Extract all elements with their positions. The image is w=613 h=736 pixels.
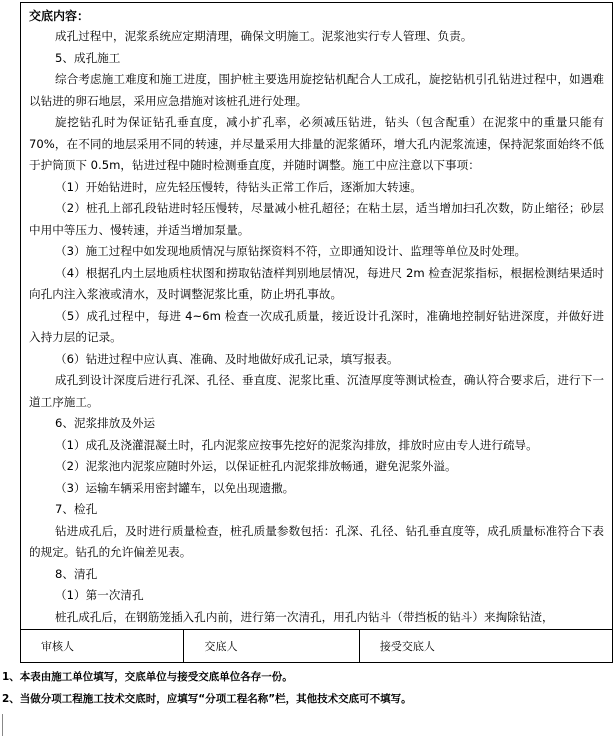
section-title: 7、检孔 <box>55 502 98 516</box>
list-item: （2）桩孔上部孔段钻进时轻压慢转，尽量减小桩孔超径；在粘土层，适当增加扫孔次数，防止缩径；砂层中用中等压力、慢转速，并适当增加泵量。 <box>29 201 604 237</box>
content-heading: 交底内容： <box>29 9 90 23</box>
section-title: 5、成孔施工 <box>55 50 121 65</box>
section-title: 6、泥浆排放及外运 <box>55 416 156 430</box>
footnotes <box>2 666 613 710</box>
paragraph: 钻进成孔后，及时进行质量检查，桩孔质量参数包括：孔深、孔径、钻孔垂直度等，成孔质量标准符合下表的规定。钻孔的允许偏差见表。 <box>29 523 604 559</box>
paragraph: 成孔过程中，泥浆系统应定期清理，确保文明施工。泥浆池实行专人管理、负责。 <box>55 29 473 43</box>
reviewer-cell <box>21 629 184 662</box>
page-edge-mark <box>2 714 11 736</box>
list-item: （2）泥浆池内泥浆应随时外运，以保证桩孔内泥浆排放畅通，避免泥浆外溢。 <box>55 459 457 473</box>
paragraph: 综合考虑施工难度和施工进度，围护桩主要选用旋挖钻机配合人工成孔，旋挖钻机引孔钻进过程中，如遇难以钻进的卵石地层，采用应急措施对该桩孔进行处理。 <box>29 72 604 108</box>
receiver-cell <box>360 629 612 662</box>
section-title: 8、清孔 <box>55 566 98 581</box>
footnote: 1、本表由施工单位填写，交底单位与接受交底单位各存一份。 <box>2 671 293 683</box>
receiver-label: 接受交底人 <box>379 639 435 653</box>
paragraph: 旋挖钻孔时为保证钻孔垂直度，减小扩孔率，必须减压钻进，钻头（包含配重）在泥浆中的重量只能有 70%，在不同的地层采用不同的转速，并尽量采用大排量的泥浆循环，增大孔内泥浆流速，保持泥浆面始终不低于护筒顶下 0.5m，钻进过程中随时检测垂直度，并随时调整。施工中应注意以下事项： <box>29 115 604 172</box>
paragraph: 成孔到设计深度后进行孔深、孔径、垂直度、泥浆比重、沉渣厚度等测试检查，确认符合要求后，进行下一道工序施工。 <box>29 373 604 409</box>
signoff-row <box>20 629 613 663</box>
list-item: （5）成孔过程中，每进 4~6m 检查一次成孔质量，接近设计孔深时，准确地控制好钻进深度，并做好进入持力层的记录。 <box>29 308 604 344</box>
list-item: （1）开始钻进时，应先轻压慢转，待钻头正常工作后，逐渐加大转速。 <box>55 179 422 194</box>
list-item: （6）钻进过程中应认真、准确、及时地做好成孔记录，填写报表。 <box>55 351 399 366</box>
list-item: （4）根据孔内土层地质柱状图和捞取钻渣样判别地层情况，每进尺 2m 检查泥浆指标，根据检测结果适时向孔内注入浆液或清水，及时调整泥浆比重，防止坍孔事故。 <box>29 265 604 301</box>
presenter-cell <box>184 629 359 662</box>
list-item: （1）成孔及浇灌混凝土时，孔内泥浆应按事先挖好的泥浆沟排放，排放时应由专人进行疏导。 <box>55 437 538 452</box>
footnote: 2、当做分项工程施工技术交底时，应填写“分项工程名称”栏，其他技术交底可不填写。 <box>2 693 412 705</box>
presenter-label: 交底人 <box>204 639 238 653</box>
reviewer-label: 审核人 <box>41 639 74 653</box>
list-item: （1）第一次清孔 <box>55 588 144 602</box>
list-item: （3）施工过程中如发现地质情况与原钻探资料不符，立即通知设计、监理等单位及时处理。 <box>55 244 527 258</box>
disclosure-content <box>20 2 613 630</box>
list-item: （3）运输车辆采用密封罐车，以免出现遗撒。 <box>55 480 295 495</box>
paragraph: 桩孔成孔后，在钢筋笼插入孔内前，进行第一次清孔，用孔内钻斗（带挡板的钻斗）来掏除钻渣， <box>55 609 554 624</box>
